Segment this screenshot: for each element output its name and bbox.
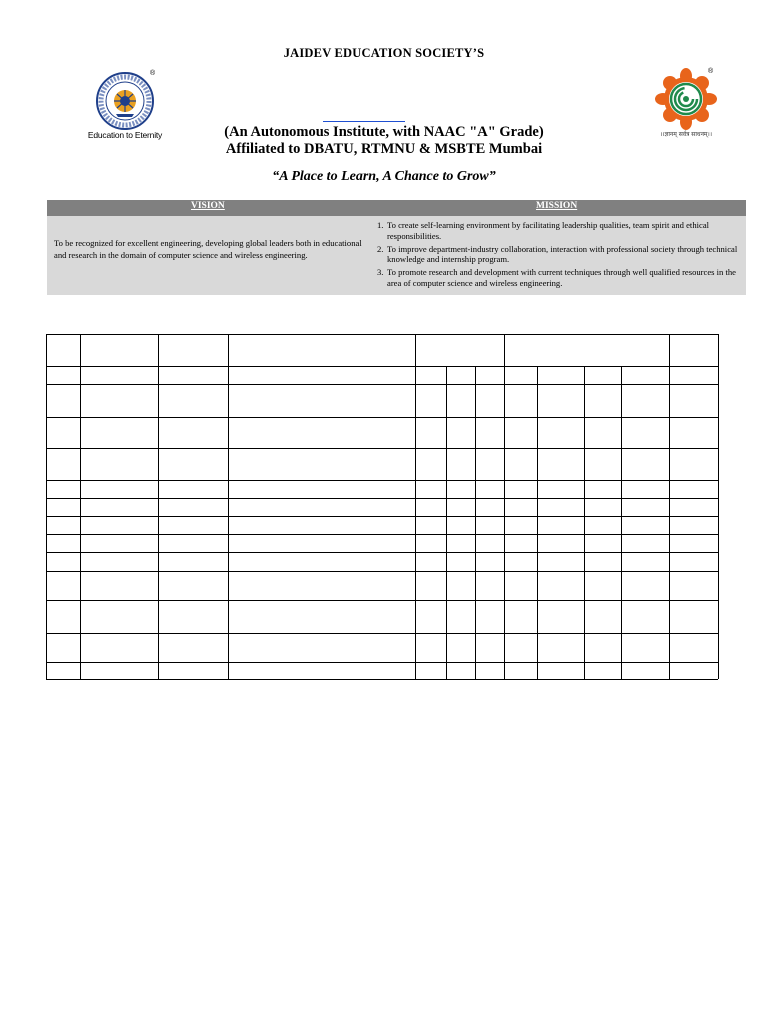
registered-mark: ® [150,70,156,77]
lotus-emblem-icon [648,68,724,130]
institute-line-2: Affiliated to DBATU, RTMNU & MSBTE Mumbai [225,141,543,157]
mission-heading: MISSION [536,201,578,211]
college-logo-left [80,70,170,145]
mission-item: 1. To create self-learning environment by facilitating leadership qualities, team spirit and ethical responsibilities. [377,220,710,241]
mission-item: 2. To improve department-industry collaboration, interaction with professional society through technical knowledge and internship program. [377,243,738,265]
mission-item: 3. To promote research and development with current techniques through well qualified resources in the area of computer science and wireless engineering. [377,267,736,288]
motto: “A Place to Learn, A Chance to Grow” [272,169,496,184]
vision-mission-header [47,200,746,216]
vision-heading: VISION [191,201,225,211]
society-name: JAIDEV EDUCATION SOCIETY’S [283,46,485,60]
hyperlink-underline [323,121,405,122]
institute-line-1: (An Autonomous Institute, with NAAC "A" Grade) [224,124,544,140]
left-logo-caption: Education to Eternity [87,130,163,140]
mission-list [377,220,742,291]
vision-text: To be recognized for excellent engineering, developing global leaders both in educational and research in the domain of computer science and wireless engineering. [54,238,362,260]
vision-mission-table [47,200,746,295]
registered-mark-right: ® [708,68,714,75]
vision-mission-body [47,216,746,295]
right-logo-caption: ।।ज्ञानम् सर्वत्र साधनम्।। [659,131,713,138]
society-logo-right [648,68,724,144]
college-seal-icon [80,70,170,130]
